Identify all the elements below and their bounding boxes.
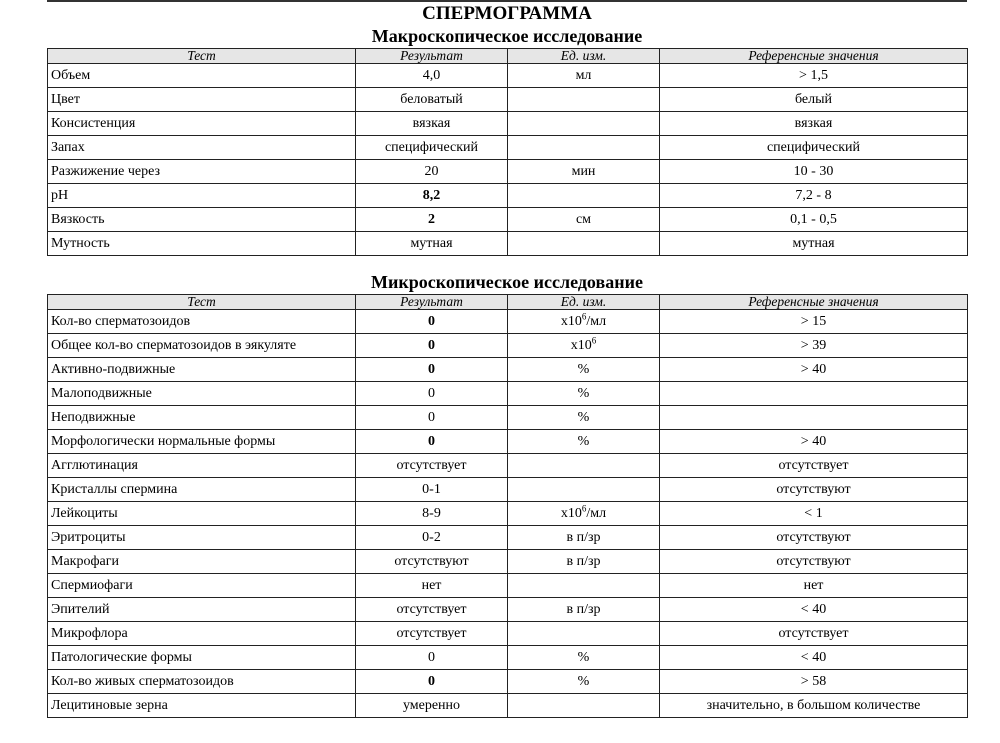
- unit-cell: мл: [508, 64, 660, 88]
- macro-heading: Макроскопическое исследование: [371, 26, 643, 46]
- reference-cell: мутная: [660, 232, 968, 256]
- result-cell: 8,2: [356, 184, 508, 208]
- unit-base: в п/зр: [566, 529, 601, 545]
- test-name-cell: Цвет: [48, 88, 356, 112]
- test-name-cell: Микрофлора: [48, 622, 356, 646]
- test-name-cell: Мутность: [48, 232, 356, 256]
- unit-cell: [508, 598, 660, 622]
- unit-cell: [508, 334, 660, 358]
- micro-row: [48, 454, 968, 478]
- reference-cell: > 1,5: [660, 64, 968, 88]
- result-cell: отсутствует: [356, 454, 508, 478]
- result-cell: 0-2: [356, 526, 508, 550]
- unit-base: в п/зр: [566, 601, 601, 617]
- micro-row: [48, 478, 968, 502]
- unit-cell: [508, 622, 660, 646]
- unit-base: %: [577, 385, 590, 401]
- macro-row: [48, 184, 968, 208]
- unit-base: в п/зр: [566, 553, 601, 569]
- reference-cell: > 58: [660, 670, 968, 694]
- reference-cell: > 40: [660, 358, 968, 382]
- unit-cell: [508, 670, 660, 694]
- test-name-cell: Объем: [48, 64, 356, 88]
- result-cell: 0: [356, 310, 508, 334]
- result-cell: 8-9: [356, 502, 508, 526]
- reference-cell: < 40: [660, 646, 968, 670]
- test-name-cell: Вязкость: [48, 208, 356, 232]
- result-cell: вязкая: [356, 112, 508, 136]
- unit-suffix: /мл: [586, 505, 607, 521]
- result-cell: специфический: [356, 136, 508, 160]
- result-cell: 0: [356, 406, 508, 430]
- micro-row: [48, 694, 968, 718]
- reference-cell: [660, 382, 968, 406]
- result-cell: мутная: [356, 232, 508, 256]
- micro-header-row: [48, 295, 968, 310]
- result-cell: 0: [356, 430, 508, 454]
- unit-cell: см: [508, 208, 660, 232]
- result-cell: отсутствует: [356, 598, 508, 622]
- reference-cell: отсутствуют: [660, 526, 968, 550]
- reference-cell: > 15: [660, 310, 968, 334]
- test-name-cell: pH: [48, 184, 356, 208]
- col-header-unit: Ед. изм.: [508, 49, 660, 64]
- macro-row: [48, 112, 968, 136]
- reference-cell: белый: [660, 88, 968, 112]
- test-name-cell: Консистенция: [48, 112, 356, 136]
- unit-cell: [508, 406, 660, 430]
- unit-base: x10: [570, 337, 592, 353]
- result-cell: умеренно: [356, 694, 508, 718]
- reference-cell: отсутствуют: [660, 478, 968, 502]
- reference-cell: нет: [660, 574, 968, 598]
- result-cell: нет: [356, 574, 508, 598]
- test-name-cell: Кол-во живых сперматозоидов: [48, 670, 356, 694]
- test-name-cell: Запах: [48, 136, 356, 160]
- reference-cell: отсутствуют: [660, 550, 968, 574]
- unit-cell: [508, 478, 660, 502]
- unit-exponent: 6: [581, 502, 587, 513]
- unit-cell: [508, 574, 660, 598]
- reference-cell: специфический: [660, 136, 968, 160]
- result-cell: беловатый: [356, 88, 508, 112]
- test-name-cell: Макрофаги: [48, 550, 356, 574]
- micro-row: [48, 598, 968, 622]
- micro-row: [48, 430, 968, 454]
- document-title: СПЕРМОГРАММА: [422, 3, 592, 24]
- micro-row: [48, 358, 968, 382]
- macro-header-row: [48, 49, 968, 64]
- unit-cell: мин: [508, 160, 660, 184]
- unit-cell: [508, 136, 660, 160]
- unit-cell: [508, 502, 660, 526]
- test-name-cell: Общее кол-во сперматозоидов в эякуляте: [48, 334, 356, 358]
- result-cell: 0: [356, 334, 508, 358]
- reference-cell: > 40: [660, 430, 968, 454]
- result-cell: отсутствует: [356, 622, 508, 646]
- unit-cell: [508, 430, 660, 454]
- micro-row: [48, 574, 968, 598]
- micro-row: [48, 550, 968, 574]
- unit-base: %: [577, 409, 590, 425]
- macro-row: [48, 208, 968, 232]
- test-name-cell: Активно-подвижные: [48, 358, 356, 382]
- micro-row: [48, 334, 968, 358]
- macro-row: [48, 160, 968, 184]
- reference-cell: 10 - 30: [660, 160, 968, 184]
- result-cell: 0: [356, 670, 508, 694]
- result-cell: 4,0: [356, 64, 508, 88]
- macro-row: [48, 88, 968, 112]
- unit-base: %: [577, 673, 590, 689]
- result-cell: 0: [356, 646, 508, 670]
- unit-cell: [508, 550, 660, 574]
- test-name-cell: Разжижение через: [48, 160, 356, 184]
- unit-cell: [508, 382, 660, 406]
- macro-row: [48, 64, 968, 88]
- col-header-ref: Референсные значения: [660, 49, 968, 64]
- micro-row: [48, 502, 968, 526]
- reference-cell: отсутствует: [660, 454, 968, 478]
- test-name-cell: Малоподвижные: [48, 382, 356, 406]
- test-name-cell: Неподвижные: [48, 406, 356, 430]
- reference-cell: < 1: [660, 502, 968, 526]
- reference-cell: 7,2 - 8: [660, 184, 968, 208]
- reference-cell: отсутствует: [660, 622, 968, 646]
- col-header-result: Результат: [356, 49, 508, 64]
- unit-base: %: [577, 649, 590, 665]
- unit-cell: [508, 88, 660, 112]
- reference-cell: < 40: [660, 598, 968, 622]
- reference-cell: вязкая: [660, 112, 968, 136]
- micro-heading: Микроскопическое исследование: [371, 272, 643, 292]
- result-cell: 0: [356, 358, 508, 382]
- unit-cell: [508, 232, 660, 256]
- col-header-ref: Референсные значения: [660, 295, 968, 310]
- unit-base: %: [577, 361, 590, 377]
- micro-row: [48, 670, 968, 694]
- micro-row: [48, 310, 968, 334]
- reference-cell: 0,1 - 0,5: [660, 208, 968, 232]
- col-header-test: Тест: [48, 49, 356, 64]
- result-cell: 0-1: [356, 478, 508, 502]
- test-name-cell: Лецитиновые зерна: [48, 694, 356, 718]
- unit-exponent: 6: [581, 310, 587, 321]
- col-header-test: Тест: [48, 295, 356, 310]
- unit-base: %: [577, 433, 590, 449]
- test-name-cell: Эпителий: [48, 598, 356, 622]
- test-name-cell: Спермиофаги: [48, 574, 356, 598]
- test-name-cell: Морфологически нормальные формы: [48, 430, 356, 454]
- reference-cell: значительно, в большом количестве: [660, 694, 968, 718]
- micro-row: [48, 382, 968, 406]
- result-cell: 20: [356, 160, 508, 184]
- micro-row: [48, 406, 968, 430]
- test-name-cell: Лейкоциты: [48, 502, 356, 526]
- unit-cell: [508, 646, 660, 670]
- unit-exponent: 6: [591, 334, 597, 345]
- test-name-cell: Кристаллы спермина: [48, 478, 356, 502]
- micro-row: [48, 646, 968, 670]
- unit-base: x10: [560, 505, 582, 521]
- result-cell: 0: [356, 382, 508, 406]
- reference-cell: [660, 406, 968, 430]
- unit-suffix: /мл: [586, 313, 607, 329]
- unit-cell: [508, 184, 660, 208]
- top-rule: [47, 0, 967, 2]
- unit-cell: [508, 526, 660, 550]
- micro-row: [48, 622, 968, 646]
- unit-cell: [508, 454, 660, 478]
- unit-cell: [508, 358, 660, 382]
- test-name-cell: Агглютинация: [48, 454, 356, 478]
- micro-row: [48, 526, 968, 550]
- reference-cell: > 39: [660, 334, 968, 358]
- unit-cell: [508, 112, 660, 136]
- unit-base: x10: [560, 313, 582, 329]
- result-cell: отсутствуют: [356, 550, 508, 574]
- macro-row: [48, 232, 968, 256]
- macro-table: [47, 48, 968, 256]
- col-header-unit: Ед. изм.: [508, 295, 660, 310]
- test-name-cell: Патологические формы: [48, 646, 356, 670]
- unit-cell: [508, 694, 660, 718]
- col-header-result: Результат: [356, 295, 508, 310]
- result-cell: 2: [356, 208, 508, 232]
- test-name-cell: Эритроциты: [48, 526, 356, 550]
- micro-table: [47, 294, 968, 718]
- test-name-cell: Кол-во сперматозоидов: [48, 310, 356, 334]
- macro-row: [48, 136, 968, 160]
- unit-cell: [508, 310, 660, 334]
